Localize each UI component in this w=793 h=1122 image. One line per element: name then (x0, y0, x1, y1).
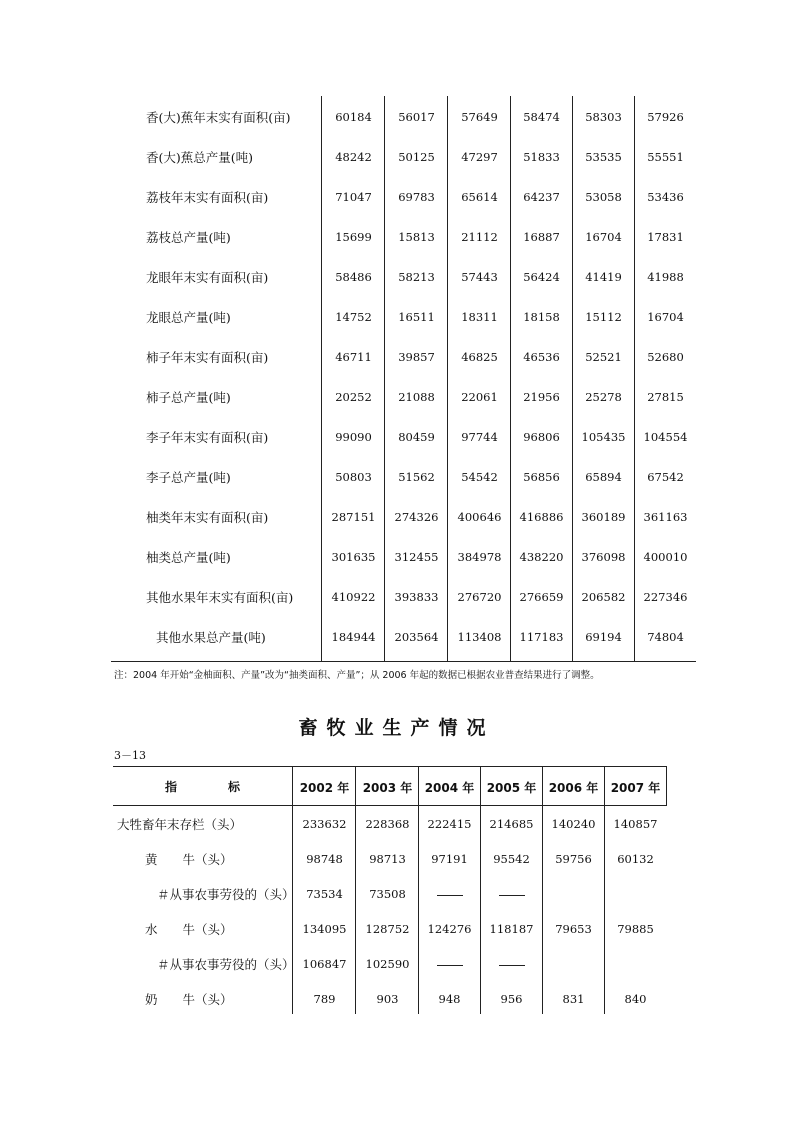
table-cell: 25278 (585, 390, 622, 404)
table-cell: 65894 (585, 470, 622, 484)
table-cell: 46536 (523, 350, 560, 364)
table-cell: 56017 (398, 110, 435, 124)
table-cell: 106847 (302, 957, 347, 971)
table-cell: 98713 (369, 852, 406, 866)
table-cell: 903 (376, 992, 399, 1006)
table-cell: 51833 (523, 150, 560, 164)
table-cell: 227346 (643, 590, 688, 604)
table-cell: 64237 (523, 190, 560, 204)
table-cell: 18158 (523, 310, 560, 324)
table-cell: 228368 (365, 817, 410, 831)
table-cell: 67542 (647, 470, 684, 484)
table-cell: 956 (500, 992, 523, 1006)
table-cell (480, 887, 543, 901)
table-cell: 20252 (335, 390, 372, 404)
table-cell: 222415 (427, 817, 472, 831)
row-label: 柚类年末实有面积(亩) (146, 510, 269, 525)
table-footnote: 注：2004 年开始“金柚面积、产量”改为“抽类面积、产量”；从 2006 年起的数据已根据农业普查结果进行了调整。 (114, 670, 600, 681)
table-cell: 840 (624, 992, 647, 1006)
table-cell: 58474 (523, 110, 560, 124)
table-cell: 27815 (647, 390, 684, 404)
table-cell: 56856 (523, 470, 560, 484)
table-cell: 69194 (585, 630, 622, 644)
table-cell: 416886 (519, 510, 564, 524)
table-cell: 276720 (457, 590, 502, 604)
table-row (0, 376, 793, 416)
table-cell: 17831 (647, 230, 684, 244)
table-cell: 118187 (489, 922, 534, 936)
header-indicator: 标 (228, 780, 241, 794)
table-cell: 400646 (457, 510, 502, 524)
table-cell: 140240 (551, 817, 596, 831)
header-year: 2005 年 (486, 781, 537, 795)
table-cell: 58213 (398, 270, 435, 284)
table-cell: 73534 (306, 887, 343, 901)
row-label: 柿子总产量(吨) (146, 390, 231, 405)
row-label: 柿子年末实有面积(亩) (146, 350, 269, 365)
table-cell: 55551 (647, 150, 684, 164)
table-row (0, 841, 793, 876)
table-cell: 50803 (335, 470, 372, 484)
table-row (0, 176, 793, 216)
table-cell: 287151 (331, 510, 376, 524)
table-cell: 52680 (647, 350, 684, 364)
table-cell: 79885 (617, 922, 654, 936)
table-row (0, 981, 793, 1016)
table-cell: 22061 (461, 390, 498, 404)
table-cell: 51562 (398, 470, 435, 484)
table-cell: 98748 (306, 852, 343, 866)
row-label: 香(大)蕉总产量(吨) (146, 150, 254, 165)
row-label: 荔枝总产量(吨) (146, 230, 231, 245)
table-cell: 60184 (335, 110, 372, 124)
row-label: 龙眼年末实有面积(亩) (146, 270, 269, 285)
table-row (0, 256, 793, 296)
table-cell: 384978 (457, 550, 502, 564)
table-cell: 184944 (331, 630, 376, 644)
table-cell: 80459 (398, 430, 435, 444)
header-year: 2002 年 (299, 781, 350, 795)
table-cell: 18311 (461, 310, 498, 324)
table-cell: 71047 (335, 190, 372, 204)
table-cell: 140857 (613, 817, 658, 831)
dash-mark (499, 895, 525, 896)
row-label: 柚类总产量(吨) (146, 550, 231, 565)
table-cell: 15813 (398, 230, 435, 244)
livestock-table (0, 766, 793, 1014)
row-label: 水 牛（头） (145, 922, 233, 937)
table-cell: 54542 (461, 470, 498, 484)
table-cell: 117183 (519, 630, 564, 644)
table-row (0, 496, 793, 536)
table-row (0, 96, 793, 136)
header-year: 2006 年 (548, 781, 599, 795)
table-cell: 312455 (394, 550, 439, 564)
table-cell: 53535 (585, 150, 622, 164)
table-cell: 104554 (643, 430, 688, 444)
table-cell: 393833 (394, 590, 439, 604)
dash-mark (499, 965, 525, 966)
table-cell: 52521 (585, 350, 622, 364)
row-label: 黄 牛（头） (145, 852, 233, 867)
table-cell: 831 (562, 992, 585, 1006)
table-cell: 21088 (398, 390, 435, 404)
table-cell: 58303 (585, 110, 622, 124)
table-cell (418, 887, 481, 901)
table-cell: 79653 (555, 922, 592, 936)
row-label: 香(大)蕉年末实有面积(亩) (146, 110, 291, 125)
header-year: 2004 年 (424, 781, 475, 795)
table-cell: 124276 (427, 922, 472, 936)
table-row (0, 336, 793, 376)
table-cell: 46825 (461, 350, 498, 364)
fruit-table (0, 96, 793, 661)
table-cell: 65614 (461, 190, 498, 204)
row-label: 荔枝年末实有面积(亩) (146, 190, 269, 205)
table-cell: 102590 (365, 957, 410, 971)
table-row (0, 876, 793, 911)
table-row (0, 911, 793, 946)
table-cell: 99090 (335, 430, 372, 444)
table-top-rule (113, 766, 667, 767)
table-row (0, 616, 793, 656)
table-cell: 15699 (335, 230, 372, 244)
table-cell: 97744 (461, 430, 498, 444)
table-code: 3－13 (114, 749, 146, 762)
table-cell (480, 957, 543, 971)
table-cell: 59756 (555, 852, 592, 866)
table-cell: 48242 (335, 150, 372, 164)
table-cell: 16704 (585, 230, 622, 244)
dash-mark (437, 965, 463, 966)
table-cell: 47297 (461, 150, 498, 164)
table-cell: 21112 (461, 230, 498, 244)
table-cell: 56424 (523, 270, 560, 284)
table-cell: 96806 (523, 430, 560, 444)
row-label: 李子总产量(吨) (146, 470, 231, 485)
table-row (0, 456, 793, 496)
table-cell: 57649 (461, 110, 498, 124)
row-label: 龙眼总产量(吨) (146, 310, 231, 325)
table-row (0, 946, 793, 981)
table-cell: 39857 (398, 350, 435, 364)
row-label: 其他水果总产量(吨) (156, 630, 266, 645)
table-cell: 57926 (647, 110, 684, 124)
table-cell: 214685 (489, 817, 534, 831)
row-label: 奶 牛（头） (145, 992, 233, 1007)
table-cell: 58486 (335, 270, 372, 284)
table-cell: 53436 (647, 190, 684, 204)
table-cell: 69783 (398, 190, 435, 204)
table-cell: 41419 (585, 270, 622, 284)
table-cell: 16704 (647, 310, 684, 324)
table-cell: 301635 (331, 550, 376, 564)
section-title: 畜牧业生产情况 (298, 717, 495, 739)
table-cell: 410922 (331, 590, 376, 604)
table-cell: 376098 (581, 550, 626, 564)
table-cell: 57443 (461, 270, 498, 284)
table-cell (418, 957, 481, 971)
table-bottom-rule (111, 661, 696, 662)
row-label: 其他水果年末实有面积(亩) (146, 590, 294, 605)
table-cell: 53058 (585, 190, 622, 204)
table-cell: 948 (438, 992, 461, 1006)
table-cell: 361163 (643, 510, 688, 524)
header-year: 2007 年 (610, 781, 661, 795)
table-cell: 15112 (585, 310, 622, 324)
table-cell: 128752 (365, 922, 410, 936)
table-cell: 233632 (302, 817, 347, 831)
table-row (0, 296, 793, 336)
row-label: 李子年末实有面积(亩) (146, 430, 269, 445)
table-cell: 203564 (394, 630, 439, 644)
header-year: 2003 年 (362, 781, 413, 795)
table-cell: 46711 (335, 350, 372, 364)
table-cell: 113408 (457, 630, 502, 644)
dash-mark (437, 895, 463, 896)
table-cell: 360189 (581, 510, 626, 524)
table-cell: 276659 (519, 590, 564, 604)
header-indicator: 指 (165, 780, 178, 794)
table-row (0, 216, 793, 256)
table-cell: 16511 (398, 310, 435, 324)
row-label: ＃从事农事劳役的（头） (157, 957, 295, 972)
table-cell: 60132 (617, 852, 654, 866)
table-cell: 41988 (647, 270, 684, 284)
table-cell: 400010 (643, 550, 688, 564)
table-row (0, 416, 793, 456)
table-cell: 206582 (581, 590, 626, 604)
table-cell: 97191 (431, 852, 468, 866)
table-cell: 74804 (647, 630, 684, 644)
table-cell: 134095 (302, 922, 347, 936)
row-label: 大牲畜年末存栏（头） (117, 817, 243, 832)
table-row (0, 576, 793, 616)
table-cell: 105435 (581, 430, 626, 444)
table-row (0, 806, 793, 841)
table-cell: 16887 (523, 230, 560, 244)
table-cell: 50125 (398, 150, 435, 164)
table-cell: 21956 (523, 390, 560, 404)
table-cell: 438220 (519, 550, 564, 564)
table-cell: 95542 (493, 852, 530, 866)
table-cell: 14752 (335, 310, 372, 324)
row-label: ＃从事农事劳役的（头） (157, 887, 295, 902)
table-row (0, 536, 793, 576)
table-row (0, 136, 793, 176)
table-cell: 274326 (394, 510, 439, 524)
table-cell: 73508 (369, 887, 406, 901)
table-cell: 789 (313, 992, 336, 1006)
